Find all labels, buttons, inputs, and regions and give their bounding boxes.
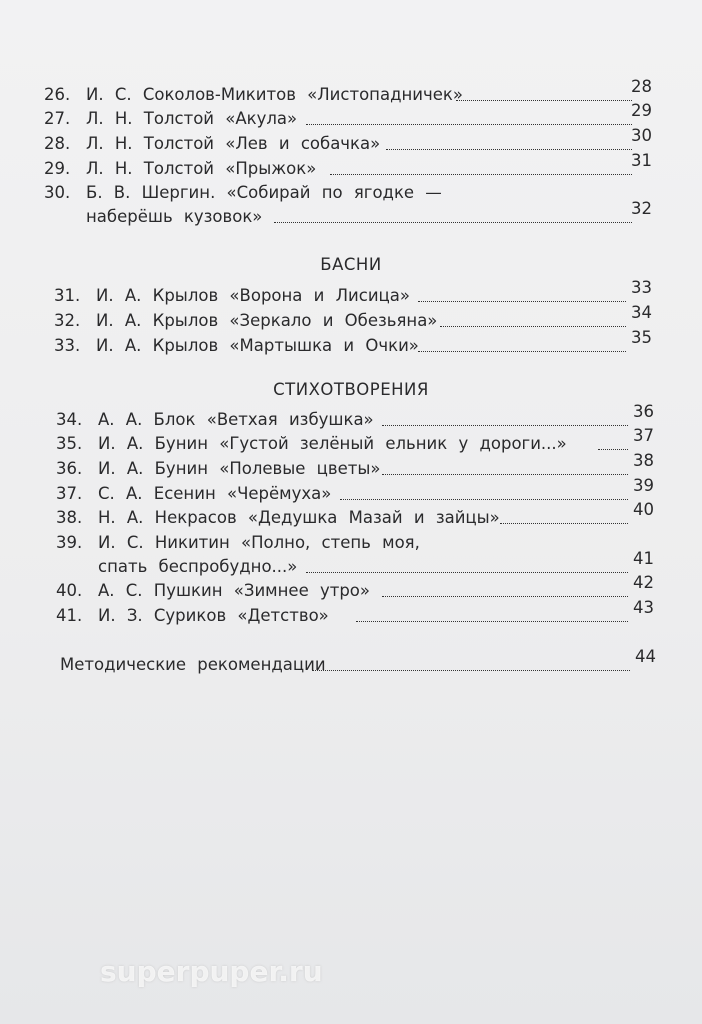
entry-title: А. С. Пушкин «Зимнее утро» (98, 581, 370, 600)
leader-dots (330, 174, 632, 175)
entry-title-continued: спать беспробудно...» (98, 557, 298, 576)
leader-dots (312, 670, 630, 671)
leader-dots (306, 572, 628, 573)
entry-number: 40. (56, 581, 83, 600)
toc-entry (0, 530, 702, 556)
entry-number: 31. (54, 286, 81, 305)
entry-page: 35 (631, 328, 652, 347)
toc-entry (0, 77, 702, 108)
toc-entry (0, 126, 702, 157)
entry-page: 43 (633, 598, 654, 617)
leader-dots (274, 222, 632, 223)
entry-page: 38 (633, 451, 654, 470)
toc-entry (0, 101, 702, 132)
leader-dots (598, 449, 628, 450)
entry-title: А. А. Блок «Ветхая избушка» (98, 410, 374, 429)
entry-number: 32. (54, 311, 81, 330)
entry-page: 28 (631, 77, 652, 96)
leader-dots (418, 301, 626, 302)
leader-dots (418, 351, 626, 352)
section-heading-fables: БАСНИ (320, 255, 382, 274)
toc-entry (0, 151, 702, 182)
section-heading-poems: СТИХОТВОРЕНИЯ (273, 380, 429, 399)
entry-page: 44 (635, 647, 656, 666)
toc-entry-continuation (0, 549, 702, 580)
toc-entry (0, 500, 702, 531)
entry-title: Л. Н. Толстой «Акула» (86, 109, 298, 128)
leader-dots (306, 124, 632, 125)
entry-title: Методические рекомендации (60, 655, 326, 674)
entry-page: 34 (631, 303, 652, 322)
toc-entry (0, 451, 702, 482)
toc-entry (0, 278, 702, 309)
toc-entry (0, 573, 702, 604)
leader-dots (386, 149, 632, 150)
entry-page: 37 (633, 426, 654, 445)
entry-page: 39 (633, 476, 654, 495)
toc-entry (0, 476, 702, 507)
entry-page: 32 (631, 199, 652, 218)
toc-entry (0, 303, 702, 334)
toc-entry (0, 402, 702, 433)
entry-number: 36. (56, 459, 83, 478)
leader-dots (382, 596, 628, 597)
entry-title: С. А. Есенин «Черёмуха» (98, 484, 332, 503)
leader-dots (340, 499, 628, 500)
entry-number: 35. (56, 434, 83, 453)
entry-title: И. С. Никитин «Полно, степь моя, (98, 533, 420, 552)
entry-title: И. З. Суриков «Детство» (98, 606, 329, 625)
entry-page: 40 (633, 500, 654, 519)
entry-title: И. А. Бунин «Полевые цветы» (98, 459, 381, 478)
entry-title: Л. Н. Толстой «Лев и собачка» (86, 134, 381, 153)
entry-page: 36 (633, 402, 654, 421)
leader-dots (356, 621, 628, 622)
entry-number: 38. (56, 508, 83, 527)
entry-page: 41 (633, 549, 654, 568)
entry-title: И. С. Соколов-Микитов «Листопадничек» (86, 85, 463, 104)
leader-dots (382, 474, 628, 475)
entry-page: 29 (631, 101, 652, 120)
toc-entry-continuation (0, 199, 702, 230)
entry-title: И. А. Крылов «Зеркало и Обезьяна» (96, 311, 438, 330)
entry-title: Н. А. Некрасов «Дедушка Мазай и зайцы» (98, 508, 500, 527)
entry-title: И. А. Крылов «Ворона и Лисица» (96, 286, 410, 305)
watermark: superpuper.ru (100, 955, 323, 988)
leader-dots (500, 523, 628, 524)
entry-page: 33 (631, 278, 652, 297)
entry-number: 30. (44, 183, 71, 202)
entry-page: 30 (631, 126, 652, 145)
entry-number: 37. (56, 484, 83, 503)
entry-page: 31 (631, 151, 652, 170)
entry-number: 26. (44, 85, 71, 104)
entry-title: Б. В. Шергин. «Собирай по ягодке — (86, 183, 442, 202)
toc-entry-methodology (0, 647, 702, 678)
entry-title-continued: наберёшь кузовок» (86, 207, 263, 226)
toc-entry (0, 426, 702, 457)
entry-number: 29. (44, 159, 71, 178)
entry-number: 28. (44, 134, 71, 153)
entry-title: Л. Н. Толстой «Прыжок» (86, 159, 317, 178)
toc-entry (0, 598, 702, 629)
entry-title: И. А. Бунин «Густой зелёный ельник у дороги...» (98, 434, 567, 453)
toc-entry (0, 328, 702, 359)
entry-number: 41. (56, 606, 83, 625)
leader-dots (456, 100, 632, 101)
entry-number: 27. (44, 109, 71, 128)
toc-entry (0, 180, 702, 206)
leader-dots (440, 326, 626, 327)
entry-number: 33. (54, 336, 81, 355)
entry-number: 39. (56, 533, 83, 552)
entry-number: 34. (56, 410, 83, 429)
entry-title: И. А. Крылов «Мартышка и Очки» (96, 336, 419, 355)
leader-dots (382, 425, 628, 426)
entry-page: 42 (633, 573, 654, 592)
